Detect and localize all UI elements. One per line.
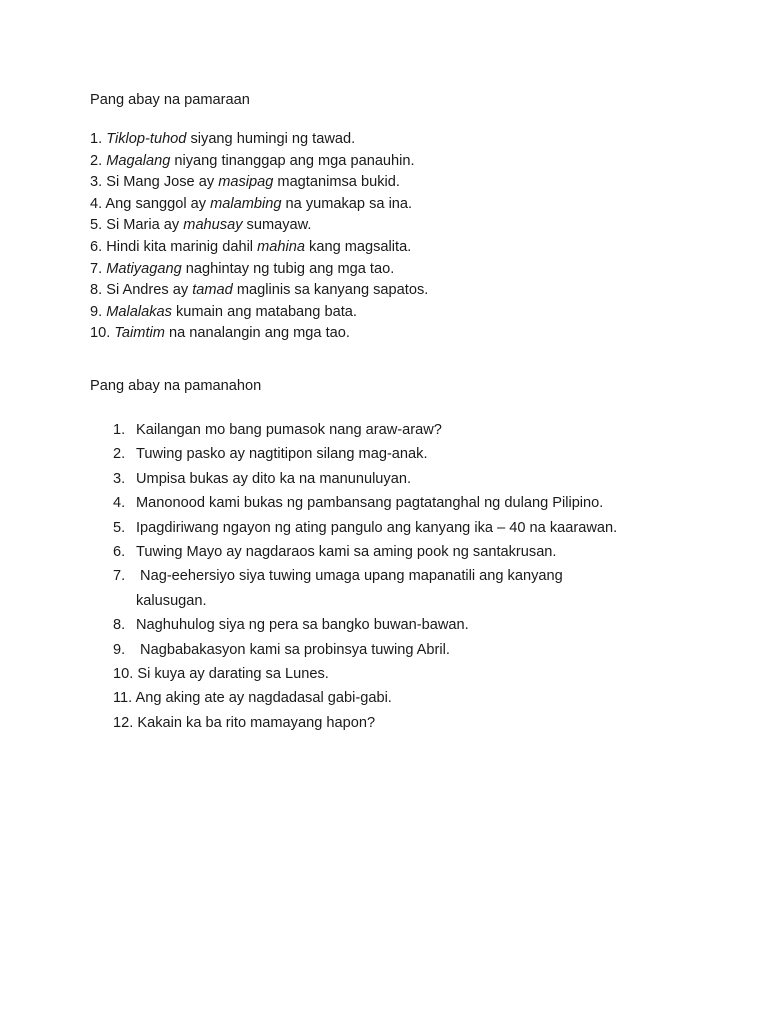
item-text: Tuwing Mayo ay nagdaraos kami sa aming pook ng santakrusan. [136, 544, 557, 561]
item-text-continuation: kalusugan. [136, 592, 207, 609]
item-text: Si Maria ay [106, 217, 184, 234]
item-number: 5. [113, 519, 126, 536]
item-text: siyang humingi ng tawad. [186, 131, 356, 147]
item-text: na yumakap sa ina. [281, 195, 413, 212]
list-item [90, 151, 428, 173]
list-item [113, 662, 617, 686]
list-item [113, 613, 617, 637]
item-adverb: Malalakas [106, 303, 172, 320]
item-text: Nag-eehersiyo siya tuwing umaga upang mapanatili ang kanyang [136, 568, 563, 585]
item-adverb: Tiklop-tuhod [106, 131, 187, 147]
list-item [113, 564, 617, 613]
list-item [90, 280, 428, 302]
item-number: 6. [113, 544, 126, 561]
item-number: 4. [113, 495, 126, 512]
item-text: Manonood kami bukas ng pambansang pagtatanghal ng dulang Pilipino. [136, 495, 604, 512]
item-number: 1. [90, 131, 103, 147]
item-text: Ang aking ate ay nagdadasal gabi-gabi. [135, 690, 392, 707]
list-item [113, 638, 617, 662]
item-number: 3. [90, 174, 103, 191]
item-text: Kailangan mo bang pumasok nang araw-araw? [136, 422, 442, 438]
list-item [90, 259, 428, 281]
list-item [113, 516, 617, 540]
list-item [90, 237, 428, 259]
item-number: 7. [90, 260, 103, 277]
list-item [113, 711, 617, 735]
item-number: 8. [90, 282, 103, 299]
list-item [113, 467, 617, 491]
item-number: 9. [90, 303, 103, 320]
item-adverb: Magalang [106, 152, 171, 169]
section-title-pamanahon: Pang abay na pamanahon [90, 378, 262, 394]
item-adverb: masipag [218, 174, 274, 191]
item-number: 12. [113, 714, 134, 731]
item-number: 5. [90, 217, 103, 234]
item-adverb: mahina [257, 238, 305, 255]
item-text: Umpisa bukas ay dito ka na manunuluyan. [136, 470, 412, 487]
item-number: 9. [113, 641, 126, 658]
item-text: Si Mang Jose ay [106, 174, 219, 191]
item-text: maglinis sa kanyang sapatos. [232, 282, 429, 299]
item-number: 11. [113, 690, 133, 707]
item-adverb: tamad [192, 282, 233, 299]
item-text: Naghuhulog siya ng pera sa bangko buwan-bawan. [136, 617, 469, 634]
item-text: Kakain ka ba rito mamayang hapon? [137, 714, 376, 731]
item-text: kang magsalita. [304, 238, 412, 255]
list-item [90, 215, 428, 237]
item-number: 10. [90, 325, 111, 342]
list-item [90, 323, 428, 345]
list-item [90, 129, 428, 151]
list-item [90, 172, 428, 194]
item-text: naghintay ng tubig ang mga tao. [181, 260, 395, 277]
item-number: 2. [113, 446, 126, 463]
item-adverb: malambing [210, 195, 282, 212]
item-text: magtanimsa bukid. [273, 174, 400, 191]
item-adverb: mahusay [183, 217, 243, 234]
item-number: 6. [90, 238, 103, 255]
item-text: Si kuya ay darating sa Lunes. [137, 666, 329, 683]
list-item [113, 686, 617, 710]
item-adverb: Taimtim [114, 325, 165, 342]
item-text: niyang tinanggap ang mga panauhin. [170, 152, 415, 169]
list-item [113, 418, 617, 442]
item-number: 8. [113, 617, 126, 634]
list-item [90, 302, 428, 324]
item-text: sumayaw. [242, 217, 312, 234]
item-text: kumain ang matabang bata. [171, 303, 357, 320]
item-adverb: Matiyagang [106, 260, 182, 277]
item-text: Hindi kita marinig dahil [106, 238, 258, 255]
section-title-pamaraan: Pang abay na pamaraan [90, 92, 250, 108]
item-text: Ang sanggol ay [105, 195, 211, 212]
item-text: Nagbabakasyon kami sa probinsya tuwing Abril. [136, 641, 450, 658]
item-number: 2. [90, 152, 103, 169]
item-number: 4. [90, 195, 103, 212]
list-item [113, 442, 617, 466]
item-number: 7. [113, 568, 126, 585]
list-item [90, 194, 428, 216]
item-text: Ipagdiriwang ngayon ng ating pangulo ang kanyang ika – 40 na kaarawan. [136, 519, 618, 536]
item-text: Tuwing pasko ay nagtitipon silang mag-anak. [136, 446, 428, 463]
item-text: Si Andres ay [106, 282, 193, 299]
list-item [113, 540, 617, 564]
item-text: na nanalangin ang mga tao. [164, 325, 350, 342]
pamanahon-list [113, 418, 617, 735]
item-number: 3. [113, 470, 126, 487]
list-item [113, 491, 617, 515]
item-number: 10. [113, 666, 134, 683]
item-number: 1. [113, 422, 126, 438]
pamaraan-list [90, 129, 428, 345]
